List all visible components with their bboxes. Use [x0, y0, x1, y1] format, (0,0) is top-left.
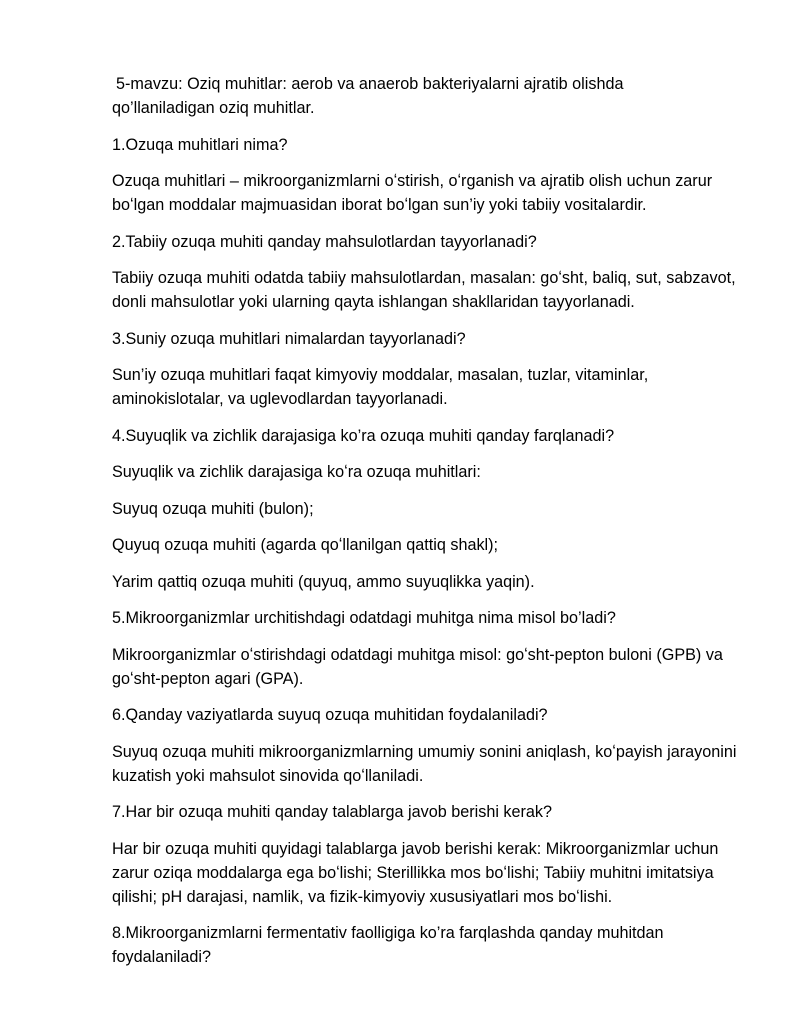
question-5: 5.Mikroorganizmlar urchitishdagi odatdagi muhitga nima misol bo’ladi? — [112, 609, 616, 627]
document-title — [112, 72, 752, 120]
question-6: 6.Qanday vaziyatlarda suyuq ozuqa muhitidan foydalaniladi? — [112, 706, 548, 724]
answer-4-item-2: Quyuq ozuqa muhiti (agarda qoʻllanilgan qattiq shakl); — [112, 536, 499, 554]
answer-4-item-3: Yarim qattiq ozuqa muhiti (quyuq, ammo suyuqlikka yaqin). — [112, 572, 535, 591]
question-7: 7.Har bir ozuqa muhiti qanday talablarga javob berishi kerak? — [112, 803, 553, 821]
answer-7: Har bir ozuqa muhiti quyidagi talablarga javob berishi kerak: Mikroorganizmlar uchun zarur oziqa moddalarga ega boʻlishi; Sterillikka mos boʻlishi; Tabiiy muhitni imitatsiya qilishi; pH darajasi, namlik, va fizik-kimyoviy xususiyatlari mos boʻlishi. — [112, 839, 719, 906]
answer-4-intro: Suyuqlik va zichlik darajasiga koʻra ozuqa muhitlari: — [112, 463, 481, 481]
title-line-1: 5-mavzu: Oziq muhitlar: aerob va anaerob bakteriyalarni ajratib olishda — [116, 75, 624, 93]
answer-5: Mikroorganizmlar oʻstirishdagi odatdagi muhitga misol: goʻsht-pepton buloni (GPB) va goʻsht-pepton agari (GPA). — [112, 645, 723, 688]
answer-2: Tabiiy ozuqa muhiti odatda tabiiy mahsulotlardan, masalan: goʻsht, baliq, sut, sabzavot, donli mahsulotlar yoki ularning qayta ishlangan shakllaridan tayyorlanadi. — [112, 269, 736, 311]
answer-3: Sun’iy ozuqa muhitlari faqat kimyoviy moddalar, masalan, tuzlar, vitaminlar, aminokislotalar, va uglevodlardan tayyorlanadi. — [112, 366, 649, 408]
answer-1: Ozuqa muhitlari – mikroorganizmlarni oʻstirish, oʻrganish va ajratib olish uchun zarur boʻlgan moddalar majmuasidan iborat boʻlgan sun’iy yoki tabiiy vositalardir. — [112, 172, 713, 214]
answer-6: Suyuq ozuqa muhiti mikroorganizmlarning umumiy sonini aniqlash, koʻpayish jarayonini kuzatish yoki mahsulot sinovida qoʻllaniladi. — [112, 742, 737, 785]
question-1: 1.Ozuqa muhitlari nima? — [112, 135, 288, 154]
question-4: 4.Suyuqlik va zichlik darajasiga ko’ra ozuqa muhiti qanday farqlanadi? — [112, 426, 615, 445]
question-8: 8.Mikroorganizmlarni fermentativ faolligiga ko’ra farqlashda qanday muhitdan foydalaniladi? — [112, 924, 664, 966]
answer-4-item-1: Suyuq ozuqa muhiti (bulon); — [112, 499, 314, 518]
question-3: 3.Suniy ozuqa muhitlari nimalardan tayyorlanadi? — [112, 329, 466, 348]
question-2: 2.Tabiiy ozuqa muhiti qanday mahsulotlardan tayyorlanadi? — [112, 232, 537, 251]
document-page — [112, 72, 752, 982]
title-line-2: qo’llaniladigan oziq muhitlar. — [112, 99, 315, 117]
